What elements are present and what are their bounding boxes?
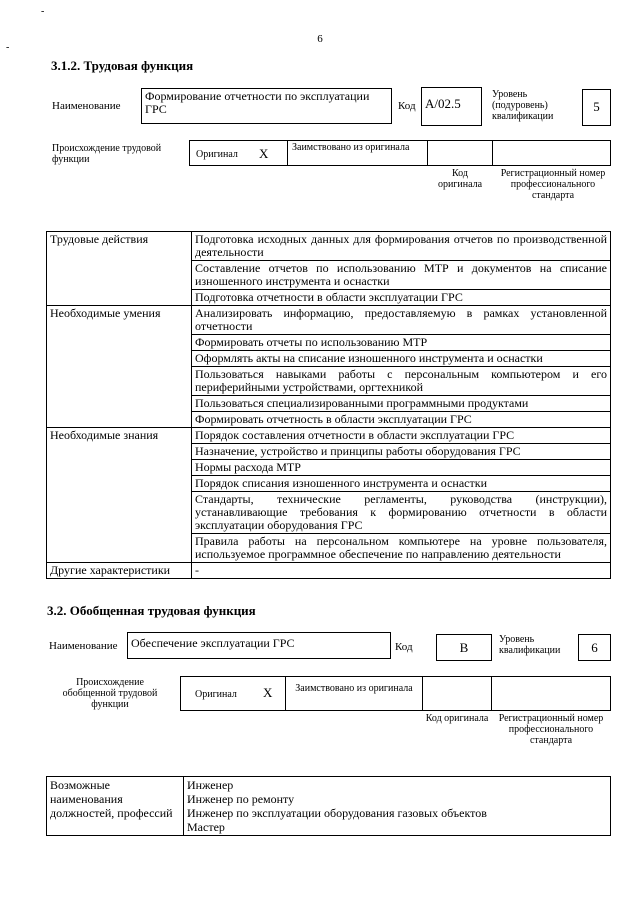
gen-function-name-box: Обеспечение эксплуатации ГРС: [127, 632, 391, 659]
section-title-312: 3.1.2. Трудовая функция: [51, 58, 194, 73]
page-number: 6: [317, 33, 323, 45]
origin-label: Происхождение трудовой функции: [52, 143, 162, 165]
table-cell: Анализировать информацию, предоставляемую в рамках установленной отчетности: [192, 306, 611, 335]
gen-level-value-box: 6: [578, 634, 611, 661]
gen-reg-number-label: Регистрационный номер профессионального стандарта: [498, 713, 604, 746]
table-cell: Пользоваться специализированными программными продуктами: [192, 396, 611, 412]
table-cell: Оформлять акты на списание изношенного инструмента и оснастки: [192, 351, 611, 367]
gen-code-value-box: В: [436, 634, 492, 661]
level-value-box: 5: [582, 89, 611, 126]
gen-code-original-label: Код оригинала: [425, 713, 489, 724]
table-cell: Пользоваться навыками работы с персональным компьютером и его периферийными устройствами, оргтехникой: [192, 367, 611, 396]
table-cell: Порядок списания изношенного инструмента и оснастки: [192, 476, 611, 492]
table-row: [47, 232, 611, 261]
gen-original-mark: X: [263, 685, 273, 700]
table-cell: Составление отчетов по использованию МТР и документов на списание изношенного инструмента и оснастки: [192, 261, 611, 290]
table-row: [47, 563, 611, 579]
group-label: Другие характеристики: [47, 563, 192, 579]
function-name-box: Формирование отчетности по эксплуатации ГРС: [141, 88, 392, 124]
code-label: Код: [398, 100, 416, 112]
table-row: [47, 306, 611, 335]
reg-number-label: Регистрационный номер профессионального стандарта: [500, 168, 606, 201]
list-item: Инженер по ремонту: [187, 792, 295, 806]
table-row: [47, 428, 611, 444]
margin-mark-top: -: [41, 6, 45, 17]
name-label: Наименование: [52, 100, 121, 112]
group-label: Необходимые умения: [47, 306, 192, 428]
level-label: Уровень (подуровень) квалификации: [492, 89, 554, 122]
group-label: Трудовые действия: [47, 232, 192, 306]
table-cell: -: [192, 563, 611, 579]
gen-level-label: Уровень квалификации: [499, 634, 561, 656]
function-details-table: [46, 231, 611, 579]
group-label: Необходимые знания: [47, 428, 192, 563]
table-cell: Порядок составления отчетности в области эксплуатации ГРС: [192, 428, 611, 444]
list-item: Инженер по эксплуатации оборудования газовых объектов: [187, 806, 487, 820]
gen-name-label: Наименование: [49, 640, 118, 652]
gen-code-label: Код: [395, 641, 413, 653]
code-value-box: А/02.5: [421, 87, 482, 126]
table-cell: Формировать отчетность в области эксплуатации ГРС: [192, 412, 611, 428]
positions-list: [184, 777, 611, 836]
gen-original-label: Оригинал: [195, 689, 237, 700]
original-label: Оригинал: [196, 149, 238, 160]
borrowed-label: Заимствовано из оригинала: [292, 142, 410, 153]
table-cell: Стандарты, технические регламенты, руководства (инструкции), устанавливающие требования к формированию отчетности в области эксплуатации оборудования ГРС: [192, 492, 611, 534]
gen-borrowed-label: Заимствовано из оригинала: [295, 683, 413, 694]
section-title-32: 3.2. Обобщенная трудовая функция: [47, 603, 256, 618]
positions-table: [46, 776, 611, 836]
table-cell: Назначение, устройство и принципы работы оборудования ГРС: [192, 444, 611, 460]
original-mark: X: [259, 146, 269, 161]
gen-origin-label: Происхождение обобщенной трудовой функции: [62, 677, 158, 710]
table-cell: Подготовка исходных данных для формирования отчетов по производственной деятельности: [192, 232, 611, 261]
code-original-label: Код оригинала: [437, 168, 483, 190]
positions-label: Возможные наименования должностей, профессий: [47, 777, 184, 836]
table-cell: Нормы расхода МТР: [192, 460, 611, 476]
list-item: Мастер: [187, 820, 225, 834]
list-item: Инженер: [187, 778, 234, 792]
table-cell: Подготовка отчетности в области эксплуатации ГРС: [192, 290, 611, 306]
table-cell: Формировать отчеты по использованию МТР: [192, 335, 611, 351]
margin-mark-left: -: [6, 42, 10, 53]
table-cell: Правила работы на персональном компьютере на уровне пользователя, используемое программное обеспечение по направлению деятельности: [192, 534, 611, 563]
